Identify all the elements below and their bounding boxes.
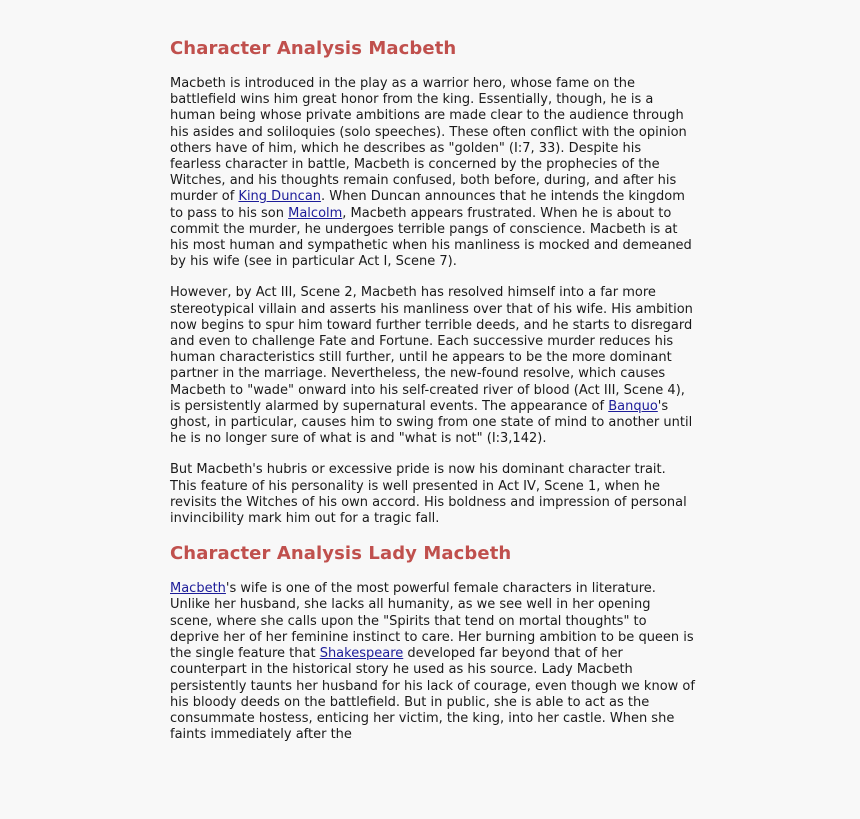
article xyxy=(170,0,700,743)
text-run: 's ghost, in particular, causes him to swing from one state of mind to another until he is no longer sure of what is and "what is not" (I:3,142). xyxy=(170,398,693,447)
link-banquo[interactable]: Banquo xyxy=(608,398,658,414)
text-run: Macbeth is introduced in the play as a warrior hero, whose fame on the battlefield wins him great honor from the king. Essentially, though, he is a human being whose private ambitions are made clear to the audience through his asides and soliloquies (solo speeches). These often conflict with the opinion others have of him, which he describes as "golden" (I:7, 33). Despite his fearless character in battle, Macbeth is concerned by the prophecies of the Witches, and his thoughts remain confused, both before, during, and after his murder of xyxy=(170,76,687,205)
paragraph xyxy=(170,76,695,270)
section-heading-macbeth: Character Analysis Macbeth xyxy=(170,38,457,59)
text-run: 's wife is one of the most powerful female characters in literature. Unlike her husband, she lacks all humanity, as we see well in her opening scene, where she calls upon the "Spirits that tend on mortal thoughts" to deprive her of her feminine instinct to care. Her burning ambition to be queen is the single feature that xyxy=(170,581,694,662)
link-malcolm[interactable]: Malcolm xyxy=(288,205,343,221)
link-king-duncan[interactable]: King Duncan xyxy=(238,189,322,205)
paragraph xyxy=(170,581,695,743)
text-run: developed far beyond that of her counterpart in the historical story he used as his source. Lady Macbeth persistently taunts her husband for his lack of courage, even though we know of his bloody deeds on the battlefield. But in public, she is able to act as the consummate hostess, enticing her victim, the king, into her castle. When she faints immediately after the xyxy=(170,646,695,743)
text-run: . When Duncan announces that he intends the kingdom to pass to his son xyxy=(170,189,685,221)
paragraph xyxy=(170,462,695,527)
link-shakespeare[interactable]: Shakespeare xyxy=(319,646,404,662)
link-macbeth[interactable]: Macbeth xyxy=(170,581,226,597)
paragraph xyxy=(170,285,695,447)
text-run: , Macbeth appears frustrated. When he is about to commit the murder, he undergoes terrible pangs of conscience. Macbeth is at his most human and sympathetic when his manliness is mocked and demeaned by his wife (see in particular Act I, Scene 7). xyxy=(170,205,692,270)
section-heading-lady-macbeth: Character Analysis Lady Macbeth xyxy=(170,543,512,565)
text-run: However, by Act III, Scene 2, Macbeth has resolved himself into a far more stereotypical villain and asserts his manliness over that of his wife. His ambition now begins to spur him toward further terrible deeds, and he starts to disregard and even to challenge Fate and Fortune. Each successive murder reduces his human characteristics still further, until he appears to be the more dominant partner in the marriage. Nevertheless, the new-found resolve, which causes Macbeth to "wade" onward into his self-created river of blood (Act III, Scene 4), is persistently alarmed by supernatural events. The appearance of xyxy=(170,285,693,414)
text-run: But Macbeth's hubris or excessive pride is now his dominant character trait. This feature of his personality is well presented in Act IV, Scene 1, when he revisits the Witches of his own accord. His boldness and impression of personal invincibility mark him out for a tragic fall. xyxy=(170,462,687,527)
